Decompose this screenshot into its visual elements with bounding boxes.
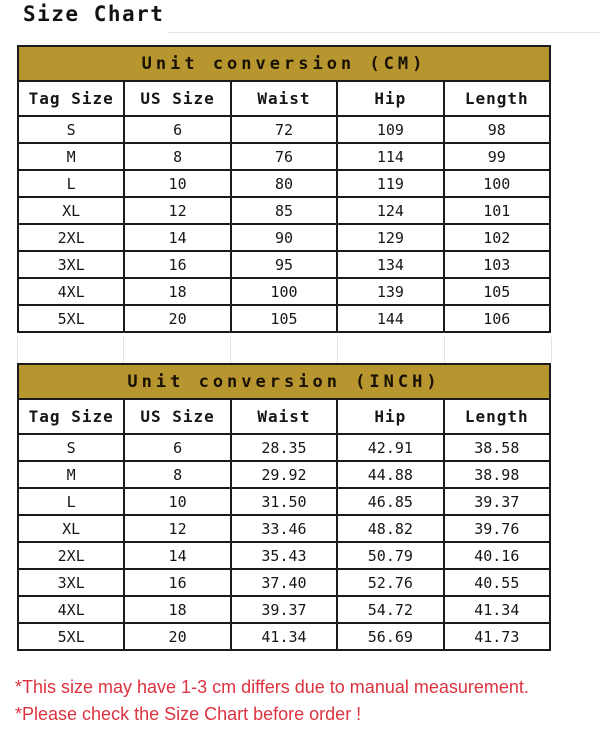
col-header-us-size: US Size xyxy=(124,81,230,116)
cell-hip: 46.85 xyxy=(337,488,443,515)
cell-waist: 90 xyxy=(231,224,337,251)
cell-us-size: 10 xyxy=(124,488,230,515)
cell-length: 105 xyxy=(444,278,550,305)
cell-us-size: 18 xyxy=(124,596,230,623)
cell-hip: 56.69 xyxy=(337,623,443,650)
cell-tag-size: 4XL xyxy=(18,596,124,623)
cell-tag-size: L xyxy=(18,488,124,515)
table-row xyxy=(18,542,550,569)
table-row xyxy=(18,569,550,596)
cell-waist: 29.92 xyxy=(231,461,337,488)
cell-tag-size: 4XL xyxy=(18,278,124,305)
cell-waist: 80 xyxy=(231,170,337,197)
table-row xyxy=(18,488,550,515)
faint-gridline-vertical xyxy=(444,337,445,363)
cell-waist: 100 xyxy=(231,278,337,305)
cell-waist: 31.50 xyxy=(231,488,337,515)
cell-length: 106 xyxy=(444,305,550,332)
cell-length: 39.76 xyxy=(444,515,550,542)
table-row xyxy=(18,224,550,251)
col-header-hip: Hip xyxy=(337,81,443,116)
cell-tag-size: 2XL xyxy=(18,542,124,569)
cell-waist: 28.35 xyxy=(231,434,337,461)
table-row xyxy=(18,623,550,650)
table-row xyxy=(18,596,550,623)
size-table-inch xyxy=(17,363,551,651)
cell-length: 40.55 xyxy=(444,569,550,596)
cell-length: 100 xyxy=(444,170,550,197)
cell-hip: 139 xyxy=(337,278,443,305)
cell-us-size: 16 xyxy=(124,251,230,278)
faint-gridline-vertical xyxy=(123,337,124,363)
cell-hip: 119 xyxy=(337,170,443,197)
table-row xyxy=(18,116,550,143)
cell-us-size: 14 xyxy=(124,224,230,251)
col-header-waist: Waist xyxy=(231,399,337,434)
note-line-measurement: *This size may have 1-3 cm differs due to manual measurement. xyxy=(15,677,529,697)
col-header-tag-size: Tag Size xyxy=(18,399,124,434)
faint-gridline-vertical xyxy=(230,337,231,363)
faint-gridline-horizontal xyxy=(168,32,600,33)
table-title-row xyxy=(18,46,550,81)
cell-hip: 42.91 xyxy=(337,434,443,461)
cell-waist: 72 xyxy=(231,116,337,143)
cell-waist: 85 xyxy=(231,197,337,224)
cell-length: 41.73 xyxy=(444,623,550,650)
cell-us-size: 12 xyxy=(124,515,230,542)
table-row xyxy=(18,278,550,305)
col-header-hip: Hip xyxy=(337,399,443,434)
table-row xyxy=(18,434,550,461)
cell-us-size: 8 xyxy=(124,461,230,488)
cell-waist: 33.46 xyxy=(231,515,337,542)
cell-tag-size: L xyxy=(18,170,124,197)
cell-hip: 54.72 xyxy=(337,596,443,623)
table-row xyxy=(18,305,550,332)
measurement-notes xyxy=(15,674,595,728)
table-title-cm: Unit conversion (CM) xyxy=(18,46,550,81)
cell-us-size: 20 xyxy=(124,623,230,650)
cell-hip: 109 xyxy=(337,116,443,143)
cell-hip: 129 xyxy=(337,224,443,251)
cell-us-size: 12 xyxy=(124,197,230,224)
col-header-us-size: US Size xyxy=(124,399,230,434)
cell-length: 101 xyxy=(444,197,550,224)
col-header-length: Length xyxy=(444,399,550,434)
cell-us-size: 20 xyxy=(124,305,230,332)
cell-waist: 105 xyxy=(231,305,337,332)
cell-waist: 41.34 xyxy=(231,623,337,650)
cell-tag-size: XL xyxy=(18,515,124,542)
table-row xyxy=(18,170,550,197)
cell-length: 102 xyxy=(444,224,550,251)
cell-length: 103 xyxy=(444,251,550,278)
cell-tag-size: 3XL xyxy=(18,569,124,596)
table-row xyxy=(18,251,550,278)
cell-us-size: 10 xyxy=(124,170,230,197)
cell-hip: 134 xyxy=(337,251,443,278)
cell-tag-size: 5XL xyxy=(18,305,124,332)
cell-waist: 39.37 xyxy=(231,596,337,623)
cell-tag-size: 2XL xyxy=(18,224,124,251)
cell-tag-size: M xyxy=(18,143,124,170)
table-title-row xyxy=(18,364,550,399)
note-line-check-chart: *Please check the Size Chart before order ! xyxy=(15,704,362,724)
cell-length: 99 xyxy=(444,143,550,170)
table-row xyxy=(18,197,550,224)
table-title-inch: Unit conversion (INCH) xyxy=(18,364,550,399)
cell-tag-size: 5XL xyxy=(18,623,124,650)
col-header-waist: Waist xyxy=(231,81,337,116)
cell-length: 98 xyxy=(444,116,550,143)
cell-waist: 95 xyxy=(231,251,337,278)
cell-us-size: 6 xyxy=(124,116,230,143)
cell-waist: 76 xyxy=(231,143,337,170)
column-header-row xyxy=(18,81,550,116)
table-row xyxy=(18,143,550,170)
cell-length: 38.58 xyxy=(444,434,550,461)
faint-gridline-vertical xyxy=(551,337,552,363)
cell-length: 38.98 xyxy=(444,461,550,488)
cell-hip: 44.88 xyxy=(337,461,443,488)
cell-tag-size: XL xyxy=(18,197,124,224)
page-title: Size Chart xyxy=(23,2,165,26)
cell-length: 40.16 xyxy=(444,542,550,569)
faint-gridline-vertical xyxy=(337,337,338,363)
cell-tag-size: S xyxy=(18,116,124,143)
cell-hip: 52.76 xyxy=(337,569,443,596)
cell-tag-size: 3XL xyxy=(18,251,124,278)
cell-us-size: 14 xyxy=(124,542,230,569)
cell-us-size: 6 xyxy=(124,434,230,461)
cell-hip: 124 xyxy=(337,197,443,224)
col-header-tag-size: Tag Size xyxy=(18,81,124,116)
table-row xyxy=(18,515,550,542)
cell-length: 39.37 xyxy=(444,488,550,515)
faint-gridline-vertical xyxy=(17,337,18,363)
column-header-row xyxy=(18,399,550,434)
cell-hip: 48.82 xyxy=(337,515,443,542)
cell-waist: 37.40 xyxy=(231,569,337,596)
table-row xyxy=(18,461,550,488)
cell-hip: 144 xyxy=(337,305,443,332)
cell-us-size: 8 xyxy=(124,143,230,170)
size-table-cm xyxy=(17,45,551,333)
cell-waist: 35.43 xyxy=(231,542,337,569)
cell-hip: 50.79 xyxy=(337,542,443,569)
col-header-length: Length xyxy=(444,81,550,116)
cell-hip: 114 xyxy=(337,143,443,170)
cell-tag-size: M xyxy=(18,461,124,488)
cell-us-size: 18 xyxy=(124,278,230,305)
cell-tag-size: S xyxy=(18,434,124,461)
cell-us-size: 16 xyxy=(124,569,230,596)
cell-length: 41.34 xyxy=(444,596,550,623)
